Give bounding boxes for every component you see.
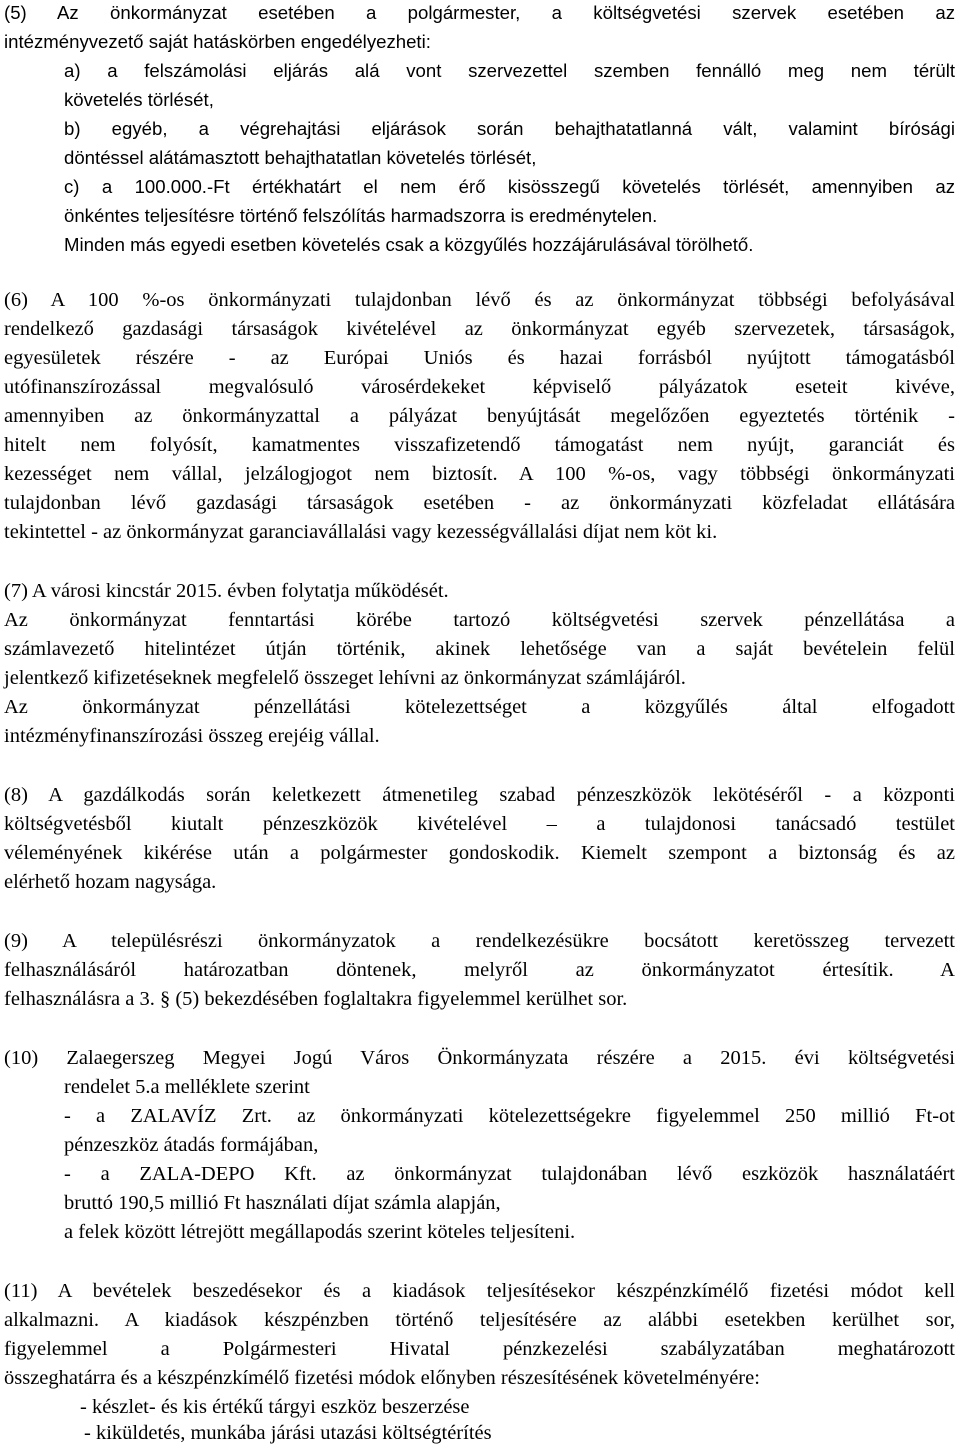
paragraph-7-line-5: Az önkormányzat pénzellátási kötelezettséget a közgyűlés által elfogadott (4, 696, 955, 718)
paragraph-10-zalaviz-line-2: pénzeszköz átadás formájában, (64, 1134, 319, 1156)
paragraph-7-line-4: jelentkező kifizetéseknek megfelelő összeget lehívni az önkormányzat számlájáról. (4, 667, 686, 689)
paragraph-6-line-9: tekintettel - az önkormányzat garanciavállalási vagy kezességvállalási díjat nem köt ki. (4, 521, 718, 543)
paragraph-11-list-item-1: - készlet- és kis értékű tárgyi eszköz beszerzése (80, 1396, 470, 1418)
paragraph-6-line-2: rendelkező gazdasági társaságok kivételével az önkormányzat egyéb szervezetek, társaságok, (4, 318, 955, 340)
paragraph-5-line-2: intézményvezető saját hatáskörben engedélyezheti: (4, 31, 431, 52)
paragraph-5c-line-1: c) a 100.000.-Ft értékhatárt el nem érő kisösszegű követelés törlését, amennyiben az (64, 176, 955, 197)
paragraph-5b-line-2: döntéssel alátámasztott behajthatatlan követelés törlését, (64, 147, 537, 168)
paragraph-5-line-1: (5) Az önkormányzat esetében a polgármester, a költségvetési szervek esetében az (4, 2, 955, 23)
paragraph-6-line-7: kezességet nem vállal, jelzálogjogot nem biztosít. A 100 %-os, vagy többségi önkormányzati (4, 463, 955, 485)
paragraph-5c-line-3: Minden más egyedi esetben követelés csak a közgyűlés hozzájárulásával törölhető. (64, 234, 754, 255)
paragraph-5a-line-2: követelés törlését, (64, 89, 214, 110)
paragraph-11-line-2: alkalmazni. A kiadások készpénzben történő teljesítésére az alábbi esetekben kerülhet sor, (4, 1309, 955, 1331)
paragraph-7-line-3: számlavezető hitelintézet útján történik, akinek lehetősége van a saját bevételein felül (4, 638, 955, 660)
paragraph-8-line-3: véleményének kikérése után a polgármester gondoskodik. Kiemelt szempont a biztonság és az (4, 842, 955, 864)
paragraph-6-line-6: hitelt nem folyósít, kamatmentes visszafizetendő támogatást nem nyújt, garanciát és (4, 434, 955, 456)
paragraph-10-line-1: (10) Zalaegerszeg Megyei Jogú Város Önkormányzata részére a 2015. évi költségvetési (4, 1047, 955, 1069)
paragraph-7-line-1: (7) A városi kincstár 2015. évben folytatja működését. (4, 580, 449, 602)
paragraph-5a-line-1: a) a felszámolási eljárás alá vont szervezettel szemben fennálló meg nem térült (64, 60, 955, 81)
paragraph-7-line-6: intézményfinanszírozási összeg erejéig vállal. (4, 725, 380, 747)
paragraph-10-line-7: a felek között létrejött megállapodás szerint köteles teljesíteni. (64, 1221, 576, 1243)
paragraph-10-zaladepo-line-1: - a ZALA-DEPO Kft. az önkormányzat tulajdonában lévő eszközök használatáért (64, 1163, 955, 1185)
paragraph-6-line-8: tulajdonban lévő gazdasági társaságok esetében - az önkormányzati közfeladat ellátására (4, 492, 955, 514)
paragraph-10-zalaviz-line-1: - a ZALAVÍZ Zrt. az önkormányzati kötelezettségekre figyelemmel 250 millió Ft-ot (64, 1105, 955, 1127)
paragraph-10-zaladepo-line-2: bruttó 190,5 millió Ft használati díjat számla alapján, (64, 1192, 501, 1214)
paragraph-9-line-2: felhasználásáról határozatban döntenek, melyről az önkormányzatot értesítik. A (4, 959, 955, 981)
paragraph-11-line-1: (11) A bevételek beszedésekor és a kiadások teljesítésekor készpénzkímélő fizetési módot kell (4, 1280, 955, 1302)
paragraph-9-line-1: (9) A településrészi önkormányzatok a rendelkezésükre bocsátott keretösszeg tervezett (4, 930, 955, 952)
paragraph-6-line-5: amennyiben az önkormányzattal a pályázat benyújtását megelőzően egyeztetés történik - (4, 405, 955, 427)
paragraph-9-line-3: felhasználásra a 3. § (5) bekezdésében foglaltakra figyelemmel kerülhet sor. (4, 988, 628, 1010)
paragraph-8-line-2: költségvetésből kiutalt pénzeszközök kivételével – a tulajdonosi tanácsadó testület (4, 813, 955, 835)
paragraph-6-line-3: egyesületek részére - az Európai Uniós és hazai forrásból nyújtott támogatásból (4, 347, 955, 369)
paragraph-5b-line-1: b) egyéb, a végrehajtási eljárások során behajthatatlanná vált, valamint bírósági (64, 118, 955, 139)
paragraph-6-line-4: utófinanszírozással megvalósuló városérdekeket képviselő pályázatok eseteit kivéve, (4, 376, 955, 398)
paragraph-6-line-1: (6) A 100 %-os önkormányzati tulajdonban lévő és az önkormányzat többségi befolyásával (4, 289, 955, 311)
paragraph-11-line-3: figyelemmel a Polgármesteri Hivatal pénzkezelési szabályzatában meghatározott (4, 1338, 955, 1360)
paragraph-5c-line-2: önkéntes teljesítésre történő felszólítás harmadszorra is eredménytelen. (64, 205, 658, 226)
paragraph-10-line-2: rendelet 5.a melléklete szerint (64, 1076, 310, 1098)
paragraph-7-line-2: Az önkormányzat fenntartási körébe tartozó költségvetési szervek pénzellátása a (4, 609, 955, 631)
paragraph-8-line-1: (8) A gazdálkodás során keletkezett átmenetileg szabad pénzeszközök lekötéséről - a központi (4, 784, 955, 806)
paragraph-11-list-item-2: - kiküldetés, munkába járási utazási költségtérítés (84, 1422, 492, 1444)
paragraph-11-line-4: összeghatárra és a készpénzkímélő fizetési módok előnyben részesítésének követelményére: (4, 1367, 760, 1389)
paragraph-8-line-4: elérhető hozam nagysága. (4, 871, 217, 893)
